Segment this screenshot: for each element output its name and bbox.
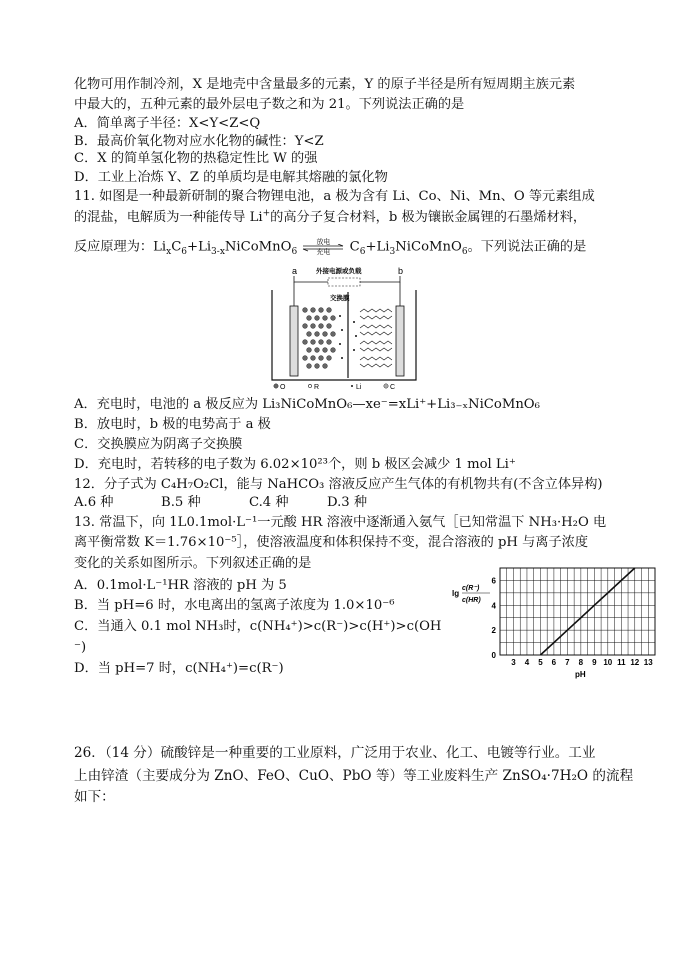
external-circuit-label: 外接电源或负载 [316, 268, 362, 275]
q12-option-c: C.4 种 [249, 495, 289, 510]
x-tick-label: 13 [643, 658, 653, 667]
text-line: 变化的关系如图所示。下列叙述正确的是 [74, 556, 312, 571]
option-d: D．工业上冶炼 Y、Z 的单质均是电解其熔融的氯化物 [74, 170, 388, 185]
y-tick-label: 6 [491, 576, 496, 586]
question-12: 12．分子式为 C₄H₇O₂Cl，能与 NaHCO₃ 溶液反应产生气体的有机物共有(不含立体异构) [74, 477, 603, 492]
q11-option-d: D．充电时，若转移的电子数为 6.02×10²³个，则 b 极区会减少 1 mol Li⁺ [74, 457, 516, 472]
y-tick-label: 0 [491, 651, 496, 660]
a-side-particles [303, 308, 336, 369]
electrode-b-label: b [398, 266, 404, 276]
text-line: 中最大的，五种元素的最外层电子数之和为 21。下列说法正确的是 [74, 97, 465, 112]
battery-legend [274, 384, 395, 391]
q12-options [74, 494, 367, 512]
x-tick-label: 10 [603, 658, 613, 667]
ph-chart [450, 560, 660, 680]
y-tick-label: 2 [491, 626, 496, 636]
chart-grid [500, 568, 655, 655]
external-load [328, 278, 360, 286]
x-tick-label: 11 [617, 658, 626, 667]
q12-option-a: A.6 种 [74, 495, 114, 510]
svg-text:C: C [390, 384, 396, 391]
membrane-label: 交换膜 [330, 295, 350, 302]
q13-option-d: D．当 pH=7 时，c(NH₄⁺)=c(R⁻) [74, 661, 284, 676]
text-line: 如下： [74, 789, 115, 805]
text-line: 上由锌渣（主要成分为 ZnO、FeO、CuO、PbO 等）等工业废料生产 ZnSO₄·7H₂O 的流程 [74, 768, 634, 784]
svg-text:Li: Li [356, 384, 362, 391]
electrode-a-label: a [292, 266, 298, 276]
text-line: ⁻) [74, 640, 87, 655]
q13-option-b: B．当 pH=6 时，水电离出的氢离子浓度为 1.0×10⁻⁶ [74, 598, 395, 613]
x-tick-label: 3 [511, 658, 516, 667]
x-tick-label: 9 [592, 658, 597, 667]
x-tick-label: 6 [551, 658, 557, 667]
b-side-graphene [360, 309, 392, 367]
text-line: 离平衡常数 K＝1.76×10⁻⁵］，使溶液温度和体积保持不变，混合溶液的 pH 与离子浓度 [74, 535, 589, 550]
reaction-equation: 反应原理为：$Li_xC_6+Li_{3-x}NiCoMnO_6$ 放电 充电 $C_6+Li_3NiCoMnO_6$。下列说法正确的是 [74, 238, 587, 258]
question-11: 11. 如图是一种最新研制的聚合物锂电池，a 极为含有 Li、Co、Ni、Mn、O 等元素组成 [74, 189, 595, 204]
y-tick-label: 4 [491, 601, 496, 611]
y-label-prefix: lg [452, 589, 460, 598]
q13-option-c: C．当通入 0.1 mol NH₃时，c(NH₄⁺)>c(R⁻)>c(H⁺)>c(OH [74, 619, 442, 634]
option-a: A．简单离子半径：X<Y<Z<Q [74, 116, 261, 131]
svg-text:O: O [280, 384, 286, 391]
electrode-a [290, 306, 298, 376]
plot-frame [500, 568, 655, 655]
battery-diagram [270, 262, 418, 392]
q12-option-b: B.5 种 [161, 495, 201, 510]
q11-option-a: A．充电时，电池的 a 极反应为 Li₃NiCoMnO₆—xe⁻=xLi⁺+Li₃₋ₓNiCoMnO₆ [74, 397, 540, 412]
y-label-denominator: c(HR) [462, 597, 481, 604]
question-13: 13. 常温下，向 1L0.1mol·L⁻¹一元酸 HR 溶液中逐渐通入氨气［已知常温下 NH₃·H₂O 电 [74, 515, 607, 530]
x-tick-label: 8 [578, 658, 584, 667]
q13-option-a: A．0.1mol·L⁻¹HR 溶液的 pH 为 5 [74, 578, 287, 593]
question-26: 26．（14 分）硫酸锌是一种重要的工业原料，广泛用于农业、化工、电镀等行业。工业 [74, 745, 596, 761]
x-tick-label: 5 [538, 658, 543, 667]
x-axis-label: pH [575, 670, 586, 679]
q12-option-d: D.3 种 [327, 495, 368, 510]
q11-option-b: B．放电时，b 极的电势高于 a 极 [74, 417, 271, 432]
text-line: 的混盐，电解质为一种能传导 Li+的高分子复合材料，b 极为镶嵌金属锂的石墨烯材料， [74, 208, 587, 225]
electrode-b [396, 306, 404, 376]
y-label-numerator: c(R⁻) [462, 585, 480, 592]
option-c: C．X 的简单氢化物的热稳定性比 W 的强 [74, 151, 318, 166]
q11-option-c: C．交换膜应为阴离子交换膜 [74, 437, 243, 452]
svg-text:R: R [314, 384, 320, 391]
option-b: B．最高价氧化物对应水化物的碱性：Y<Z [74, 134, 324, 149]
x-tick-label: 12 [630, 658, 640, 667]
x-tick-label: 7 [565, 658, 570, 667]
reversible-arrow: 放电 充电 [301, 238, 345, 256]
text-line: 化物可用作制冷剂，X 是地壳中含量最多的元素，Y 的原子半径是所有短周期主族元素 [74, 77, 576, 92]
x-tick-label: 4 [524, 658, 530, 667]
